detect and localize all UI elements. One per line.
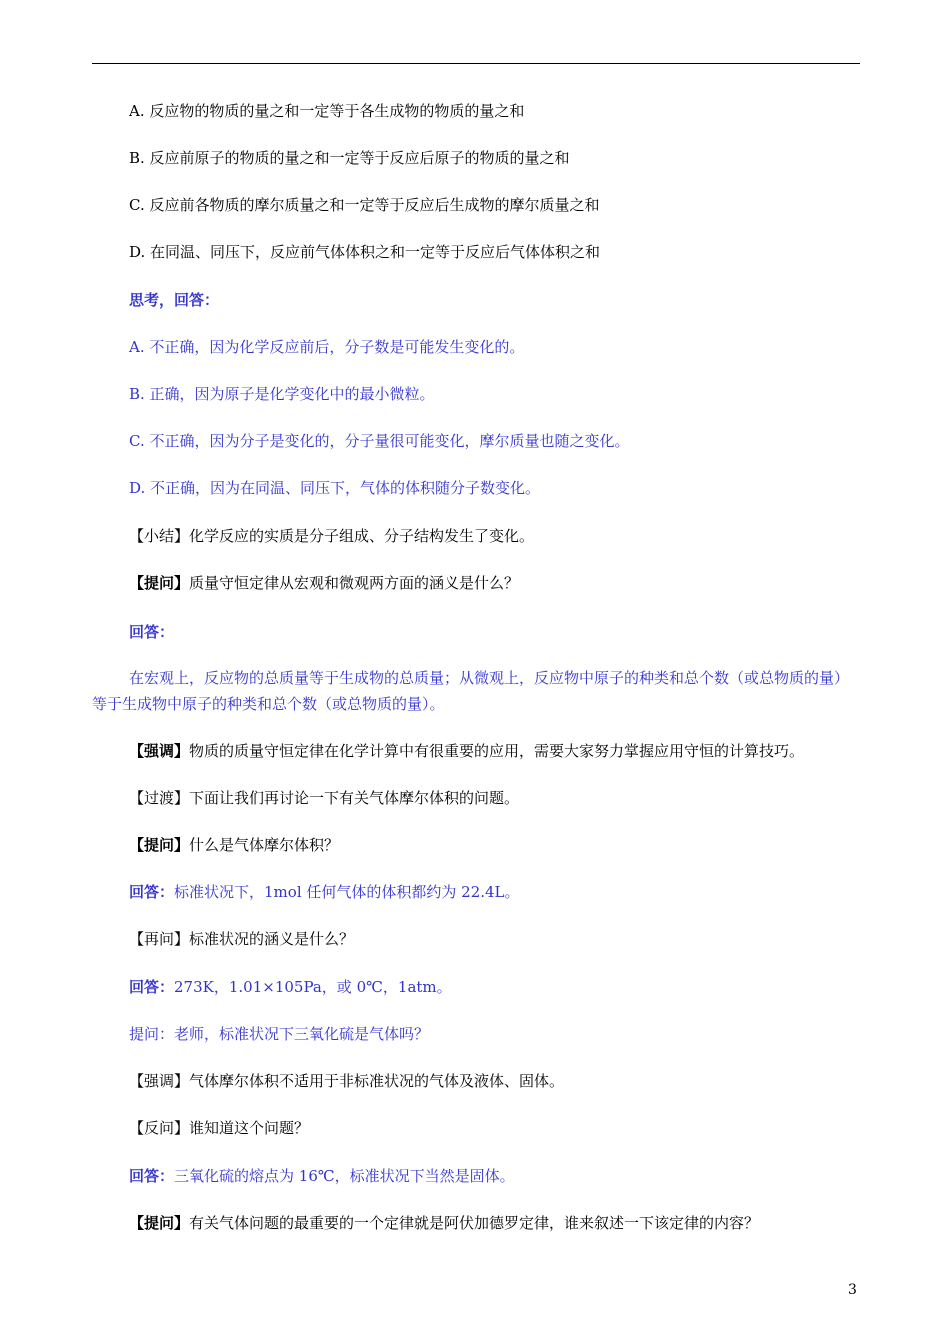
question-3-tag: 【再问】 [129,930,190,948]
emphasis-1-text: 物质的质量守恒定律在化学计算中有很重要的应用，需要大家努力掌握应用守恒的计算技巧。 [189,742,805,760]
option-c: C. 反应前各物质的摩尔质量之和一定等于反应后生成物的摩尔质量之和 [129,196,600,214]
emphasis-2-text: 气体摩尔体积不适用于非标准状况的气体及液体、固体。 [189,1072,565,1090]
question-3 [129,929,354,949]
question-5 [129,1213,759,1233]
answer-2-text: 标准状况下，1mol 任何气体的体积都约为 22.4L。 [174,883,520,901]
summary-line [129,526,534,546]
answer-c: C. 不正确，因为分子是变化的，分子量很可能变化，摩尔质量也随之变化。 [129,432,630,450]
summary-tag: 【小结】 [129,527,190,545]
answer-2 [129,882,520,902]
transition-text: 下面让我们再讨论一下有关气体摩尔体积的问题。 [189,789,520,807]
question-4-tag: 【反问】 [129,1119,190,1137]
answer-4-text: 三氧化硫的熔点为 16℃，标准状况下当然是固体。 [174,1167,515,1185]
answer-heading: 回答： [129,623,175,641]
question-1 [129,573,519,593]
think-heading: 思考，回答： [129,291,220,309]
emphasis-2 [129,1071,564,1091]
answer-3-text: 273K，1.01×105Pa，或 0℃，1atm。 [174,978,452,996]
option-d: D. 在同温、同压下，反应前气体体积之和一定等于反应后气体体积之和 [129,243,601,261]
answer-d: D. 不正确，因为在同温、同压下，气体的体积随分子数变化。 [129,479,541,497]
answer-4 [129,1166,515,1186]
header-rule [92,63,860,64]
answer-2-tag: 回答： [129,883,175,901]
answer-4-tag: 回答： [129,1167,175,1185]
page-number: 3 [848,1282,857,1298]
question-1-text: 质量守恒定律从宏观和微观两方面的涵义是什么？ [189,574,520,592]
option-a: A. 反应物的物质的量之和一定等于各生成物的物质的量之和 [129,102,525,120]
question-4 [129,1118,309,1138]
transition-tag: 【过渡】 [129,789,190,807]
answer-3 [129,977,452,997]
question-4-text: 谁知道这个问题？ [189,1119,310,1137]
question-5-text: 有关气体问题的最重要的一个定律就是阿伏加德罗定律，谁来叙述一下该定律的内容？ [189,1214,760,1232]
question-2-text: 什么是气体摩尔体积？ [189,836,340,854]
question-2-tag: 【提问】 [129,836,190,854]
answer-paragraph: 在宏观上，反应物的总质量等于生成物的总质量；从微观上，反应物中原子的种类和总个数（或总物质的量）等于生成物中原子的种类和总个数（或总物质的量）。 [92,669,850,713]
emphasis-2-tag: 【强调】 [129,1072,190,1090]
answer-b: B. 正确，因为原子是化学变化中的最小微粒。 [129,385,435,403]
option-b: B. 反应前原子的物质的量之和一定等于反应后原子的物质的量之和 [129,149,570,167]
question-5-tag: 【提问】 [129,1214,190,1232]
question-3-text: 标准状况的涵义是什么？ [189,930,355,948]
answer-3-tag: 回答： [129,978,175,996]
emphasis-1 [129,741,804,761]
summary-text: 化学反应的实质是分子组成、分子结构发生了变化。 [189,527,535,545]
transition-line [129,788,519,808]
emphasis-1-tag: 【强调】 [129,742,190,760]
question-1-tag: 【提问】 [129,574,190,592]
student-question: 提问：老师，标准状况下三氧化硫是气体吗？ [129,1025,430,1043]
answer-a: A. 不正确，因为化学反应前后，分子数是可能发生变化的。 [129,338,525,356]
question-2 [129,835,339,855]
